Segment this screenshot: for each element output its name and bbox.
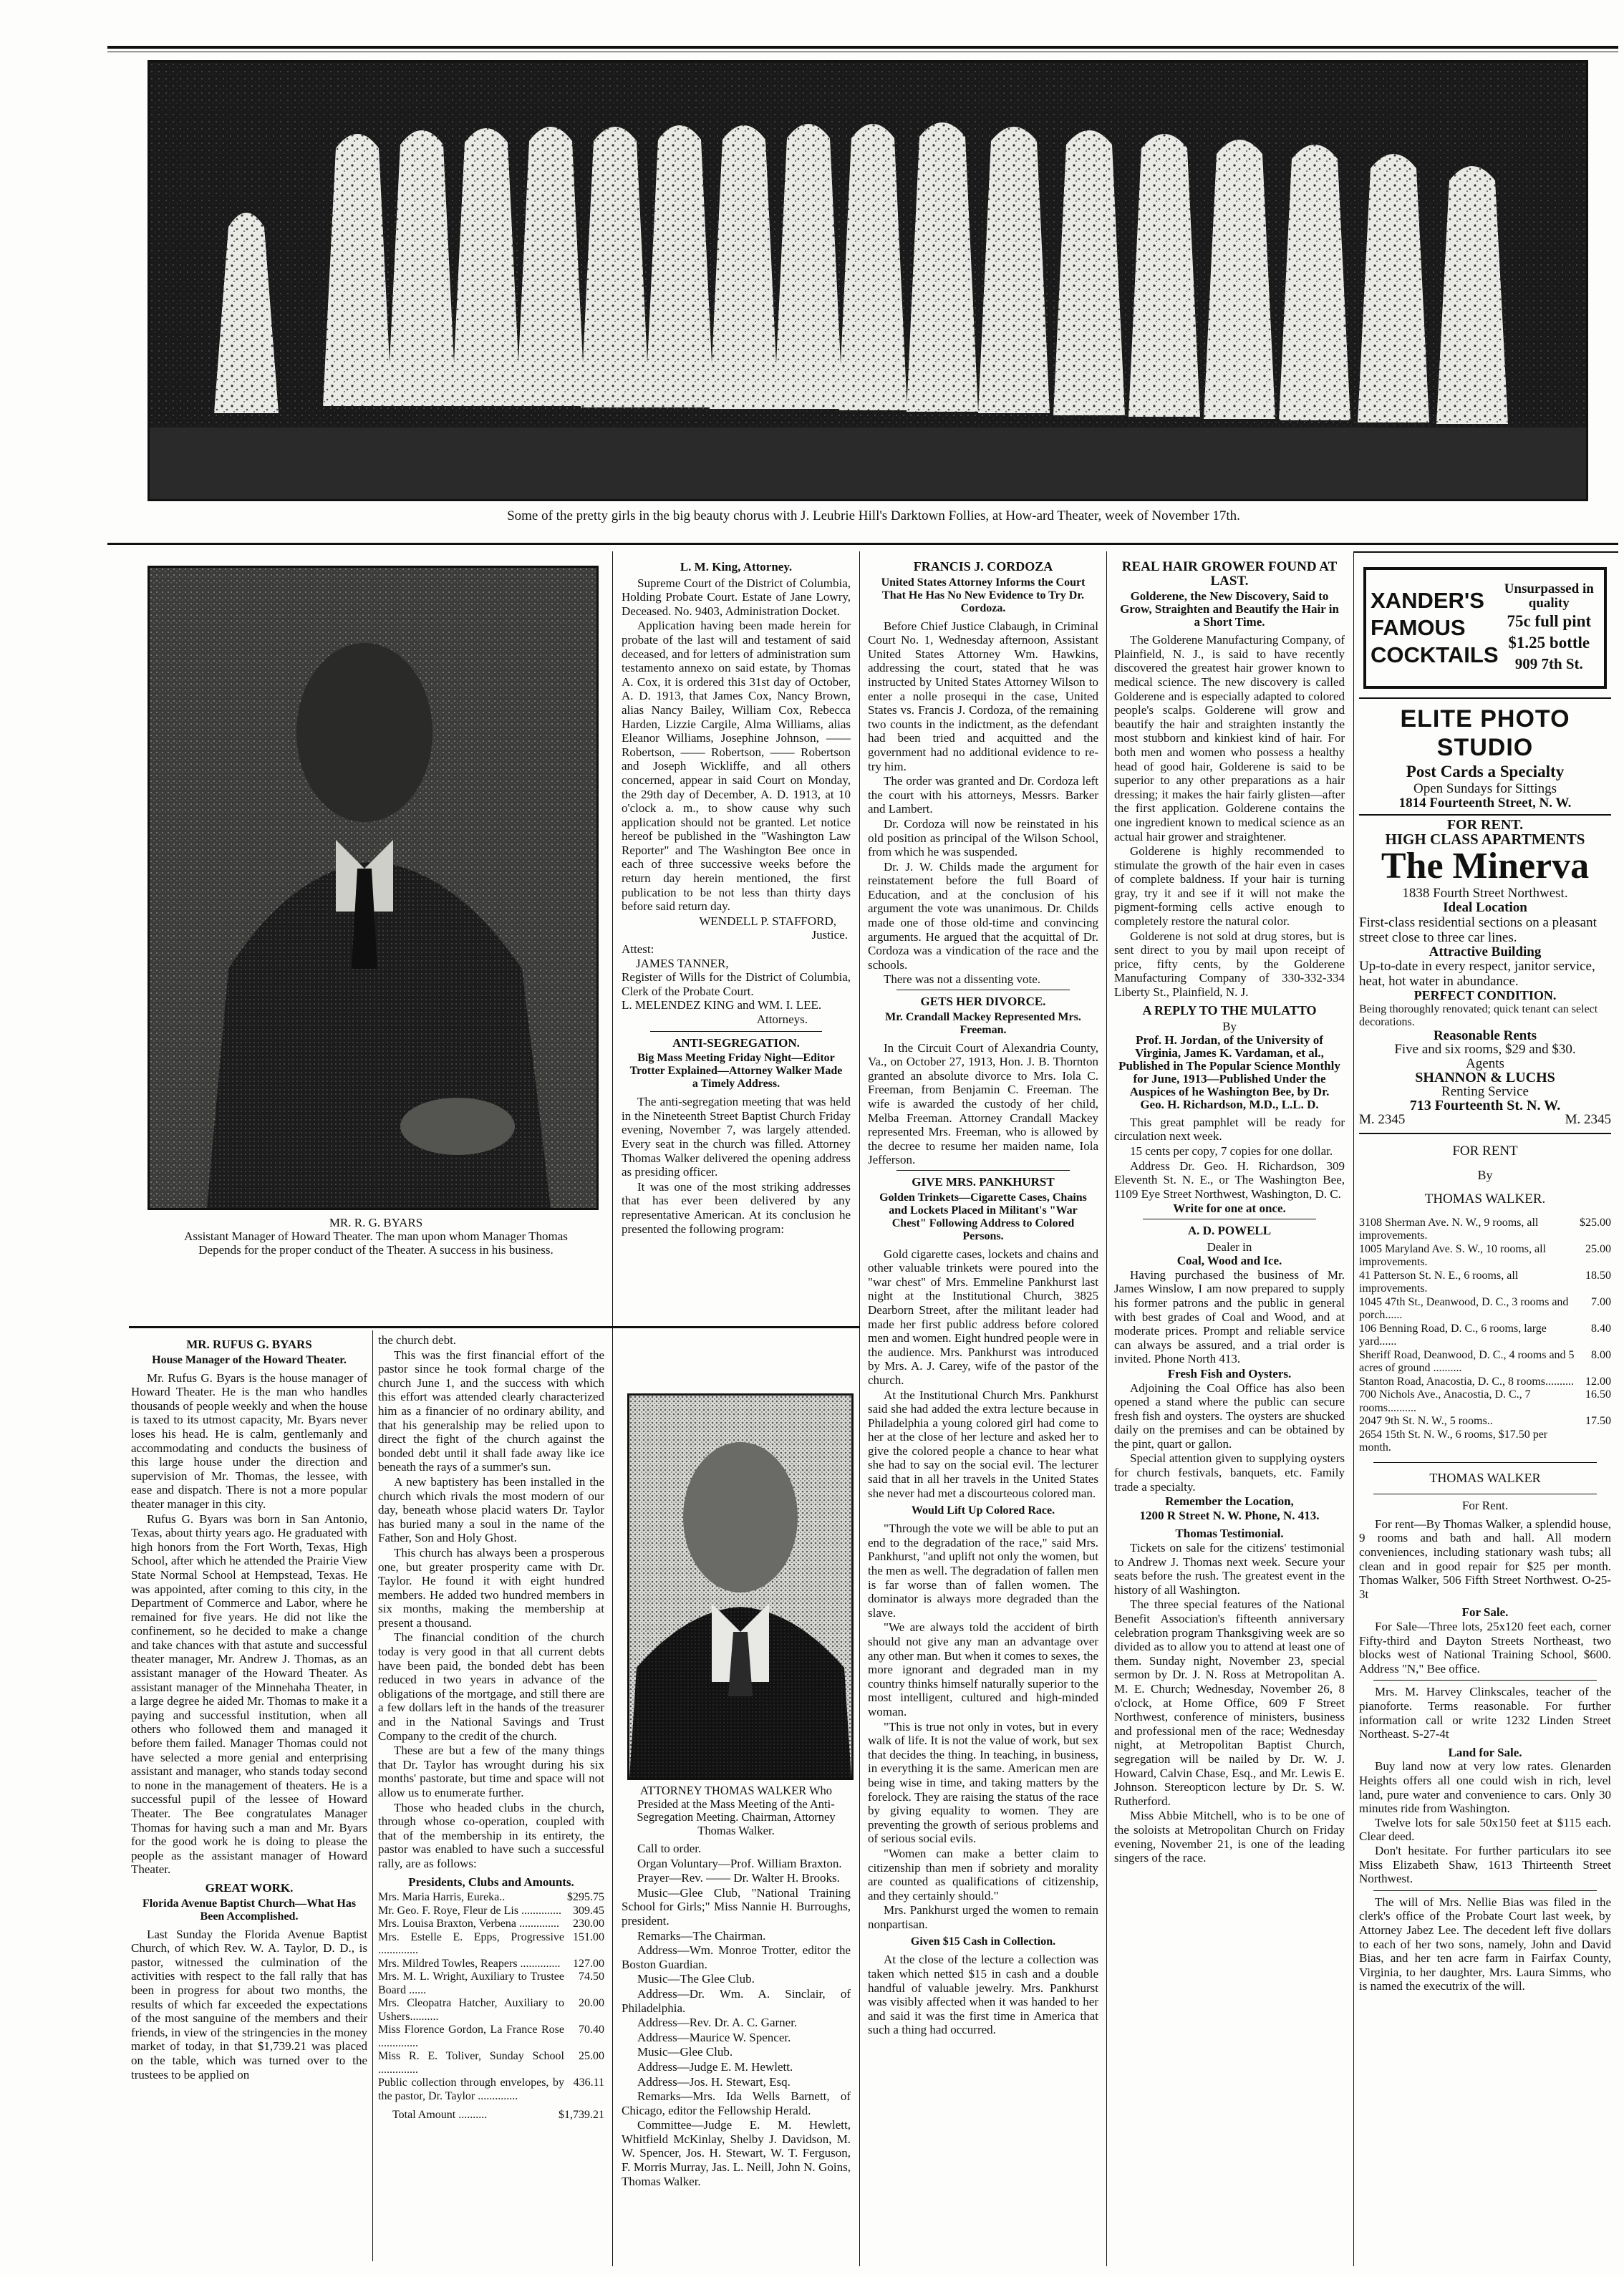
rent-row-text: 700 Nichols Ave., Anacostia, D. C., 7 rooms.......... — [1359, 1388, 1531, 1414]
attest-name: JAMES TANNER, — [636, 956, 729, 970]
church-paragraph-0: the church debt. — [378, 1333, 457, 1347]
clubs-row — [378, 2050, 604, 2077]
rent-row-text: Stanton Road, Anacostia, D. C., 8 rooms.......... — [1359, 1375, 1574, 1388]
hair-grower-subheading: Golderene, the New Discovery, Said to Grow, Straighten and Beautify the Hair in a Short Time. — [1120, 589, 1339, 629]
section-rule — [107, 543, 1618, 545]
byars-heading: MR. RUFUS G. BYARS — [186, 1338, 312, 1351]
rent-row-amount: 7.00 — [1591, 1295, 1611, 1308]
pankhurst-paragraph-8: At the close of the lecture a collection was taken which netted $15 in cash and a double handful of valuable jewelry. Mrs. Pankhurst was visibly affected when it was handed to her and said it was the first time in America that such a thing had occurred. — [868, 1953, 1098, 2037]
chorus-girls-photo — [148, 60, 1588, 501]
cordoza-paragraph-4: Dr. J. W. Childs made the argument for reinstatement before the full Board of Education, and at the conclusion of his argument the vote was unanimous. Dr. Childs made one of those old-time and convincing arguments. He argued that the acquittal of Dr. Cordoza was a vindication of the race and the schools. — [868, 859, 1098, 972]
minerva-renting: Renting Service — [1441, 1084, 1529, 1100]
minerva-agent-name: SHANNON & LUCHS — [1415, 1069, 1555, 1086]
clubs-row — [378, 1905, 604, 1918]
program-item: Address—Judge E. M. Hewlett. — [637, 2059, 793, 2074]
program-item: Address—Rev. Dr. A. C. Garner. — [637, 2016, 798, 2030]
divorce-paragraph: In the Circuit Court of Alexandria County, Va., on October 27, 1913, Hon. J. B. Thornton granted an absolute divorce to Mrs. Iola C. Freeman, from Benjamin C. Freeman. The wife is awarded the custody of her child, Melba Freeman. Attorney Crandall Mackey represented Mrs. Freeman, who is allowed by the decree to resume her maiden name, Iola Jefferson. — [868, 1040, 1098, 1167]
walker-rent-name: THOMAS WALKER. — [1424, 1191, 1546, 1207]
hair-grower-paragraph-2: Golderene is highly recommended to stimulate the growth of the hair even in cases of complete baldness. If your hair is turning gray, try it and see if it will not make the pigment-forming cells active enough to completely restore the natural color. — [1114, 844, 1345, 929]
chorus-girls-illustration — [150, 62, 1586, 499]
church-paragraph-4: The financial condition of the church today is very good in that all current debts have been paid, the bonded debt has been reduced in two years in advance of the obligations of the mortgage, and still there are a few dollars left in the hands of the treasurer and in the National Savings and Trust Company to the credit of the church. — [378, 1630, 604, 1743]
minerva-attractive: Attractive Building — [1429, 944, 1542, 959]
fish-heading: Fresh Fish and Oysters. — [1167, 1366, 1292, 1381]
minerva-name: The Minerva — [1381, 846, 1590, 887]
clubs-row-name: Mrs. Estelle E. Epps, Progressive .............. — [378, 1930, 564, 1957]
minerva-reasonable: Reasonable Rents — [1433, 1028, 1537, 1043]
rent-listings — [1359, 1217, 1611, 1455]
walker-portrait-illustration — [629, 1396, 851, 1778]
clubs-row — [378, 1918, 604, 1931]
attorneys-label: Attorneys. — [756, 1012, 808, 1026]
pankhurst-paragraph-1: Gold cigarette cases, lockets and chains and other valuable trinkets were poured into the "war chest" of Mrs. Emmeline Pankhurst last night at the Institutional Church, 3825 Dearborn Street, after the militant leader had made her first public address before colored men and women. Eight hundred people were in the audience. Mrs. Pankhurst was introduced by Mrs. A. J. Carey, wife of the pastor of the church. — [868, 1247, 1098, 1387]
mulatto-write: Write for one at once. — [1173, 1202, 1286, 1216]
testimonial-paragraph-1: Tickets on sale for the citizens' testimonial to Andrew J. Thomas next week. Secure your seats before the rush. The greatest event in the history of all Washington. — [1114, 1541, 1345, 1597]
mulatto-subheading: Prof. H. Jordan, of the University of Virginia, James K. Vardaman, et al., Published in The Popular Science Monthly for June, 1913—Published Under the Auspices of he Washington Bee, by Dr. Geo. H. Richardson, M.D., L.L. D. — [1118, 1033, 1340, 1111]
walker-name-2: THOMAS WALKER — [1429, 1470, 1541, 1485]
column-rule — [1106, 551, 1107, 2266]
pankhurst-heading: GIVE MRS. PANKHURST — [912, 1174, 1055, 1189]
church-paragraph-3: This church has always been a prosperous one, but greater prosperity came with Dr. Taylor. He found it with eight hundred members. He added two hundred members in six months, making the membership at present a thousand. — [378, 1545, 604, 1630]
clubs-total-label: Total Amount .......... — [392, 2109, 488, 2122]
program-item: Call to order. — [637, 1842, 702, 1855]
anti-segregation-heading: ANTI-SEGREGATION. — [672, 1035, 800, 1050]
program-item: Address—Wm. Monroe Trotter, editor the Boston Guardian. — [622, 1943, 851, 1971]
divorce-subheading: Mr. Crandall Mackey Represented Mrs. Freeman. — [885, 1010, 1081, 1036]
rent-row-amount: 17.50 — [1585, 1415, 1611, 1428]
rent-row — [1359, 1296, 1611, 1323]
portrait-caption-name: MR. R. G. BYARS — [329, 1216, 423, 1229]
clubs-row-amount: 230.00 — [573, 1918, 604, 1930]
rent-row-amount: 8.40 — [1591, 1322, 1611, 1335]
testimonial-heading: Thomas Testimonial. — [1175, 1527, 1284, 1541]
ads-column — [1359, 560, 1611, 2268]
powell-address: 1200 R Street N. W. Phone, N. 413. — [1139, 1508, 1320, 1522]
program-item: Address—Dr. Wm. A. Sinclair, of Philadelphia. — [622, 1986, 851, 2015]
clubs-row-amount: 151.00 — [573, 1930, 604, 1943]
clubs-row-amount: 127.00 — [573, 1957, 604, 1970]
rent-row — [1359, 1270, 1611, 1296]
program-item: Music—Glee Club. — [637, 2045, 733, 2059]
mulatto-by: By — [1222, 1020, 1237, 1034]
clubs-row-amount: $295.75 — [567, 1891, 604, 1904]
minerva-text-4: Five and six rooms, $29 and $30. — [1394, 1042, 1576, 1058]
clubs-row — [378, 1997, 604, 2024]
clubs-row-name: Mrs. Maria Harris, Eureka.. — [378, 1891, 506, 1904]
portrait-caption — [175, 1216, 576, 1257]
program-column — [622, 1784, 851, 2271]
clubs-row-amount: 20.00 — [579, 1997, 604, 2010]
rent-row-text: 41 Patterson St. N. E., 6 rooms, all improvements. — [1359, 1269, 1519, 1295]
news-column-3 — [868, 560, 1098, 2268]
xander-tagline: Unsurpassed in quality — [1504, 581, 1594, 611]
xander-address: 909 7th St. — [1514, 655, 1583, 672]
divorce-heading: GETS HER DIVORCE. — [920, 995, 1046, 1009]
king-attorney-heading: L. M. King, Attorney. — [680, 560, 793, 574]
minerva-address: 1838 Fourth Street Northwest. — [1402, 886, 1568, 901]
xander-name-1: XANDER'S — [1371, 588, 1484, 613]
testimonial-paragraph-2: The three special features of the National Benefit Association's fifteenth anniversary celebration program Thanksgiving week are so divided as to allow you to attend at least one of them. Sunday night, November 23, special sermon by Dr. J. N. Ross at Metropolitan A. M. E. Church; Wednesday, November 26, 8 o'clock, at Home Office, 609 F Street Northwest, conference of ministers, business and professional men of the race; Wednesday night, at Metropolitan Baptist Church, segregation will be nailed by Dr. W. J. Howard, Calvin Chase, Esq., and Mr. Lewis E. Johnson. Stereopticon lecture by Dr. S. W. Rutherford. — [1114, 1597, 1345, 1808]
church-paragraph-6: Those who headed clubs in the church, through whose co-operation, coupled with that of the membership in its entirety, the pastor was enabled to have such a successful rally, are as follows: — [378, 1800, 604, 1870]
walker-portrait — [627, 1393, 854, 1780]
rent-row-text: 1005 Maryland Ave. S. W., 10 rooms, all improvements. — [1359, 1242, 1547, 1269]
pankhurst-paragraph-4: "We are always told the accident of birth should not give any man an advantage over any other man. But when it comes to sexes, the more ignorant and degraded man in my country thinks himself naturally superior to the most intelligent, cultured and high-minded woman. — [868, 1620, 1098, 1718]
justice-signature: WENDELL P. STAFFORD, — [699, 914, 836, 928]
elite-open: Open Sundays for Sittings — [1413, 781, 1557, 796]
rent-row-text: 3108 Sherman Ave. N. W., 9 rooms, all improvements. — [1359, 1216, 1539, 1242]
mulatto-paragraph-3: Address Dr. Geo. H. Richardson, 309 Eleventh St. N. E., or The Washington Bee, 1109 Eye Street Northwest, Washington, D. C. — [1114, 1159, 1345, 1201]
fish-paragraph-1: Adjoining the Coal Office has also been opened a stand where the public can secure fresh fish and oysters. The oysters are shucked daily on the premises and can be obtained by the pint, quart or gallon. — [1114, 1381, 1345, 1451]
program-item: Address—Jos. H. Stewart, Esq. — [637, 2074, 791, 2089]
minerva-ideal: Ideal Location — [1443, 899, 1527, 915]
pankhurst-paragraph-7: Mrs. Pankhurst urged the women to remain nonpartisan. — [868, 1903, 1098, 1931]
chorus-photo-caption: Some of the pretty girls in the big beauty chorus with J. Leubrie Hill's Darktown Follies, at How-ard Theater, week of November 17th. — [507, 508, 1240, 523]
elite-address: 1814 Fourteenth Street, N. W. — [1398, 795, 1572, 811]
clubs-total — [378, 2109, 604, 2122]
attest-text: Register of Wills for the District of Columbia, Clerk of the Probate Court. — [622, 970, 851, 998]
minerva-agents: Agents — [1466, 1055, 1504, 1071]
program-item: Remarks—The Chairman. — [637, 1928, 766, 1943]
walker-caption: ATTORNEY THOMAS WALKER Who Presided at the Mass Meeting of the Anti-Segregation Meeting. Chairman, Attorney Thomas Walker. — [637, 1784, 836, 1837]
rent-row-amount: 25.00 — [1585, 1242, 1611, 1255]
top-rule — [107, 46, 1618, 49]
minerva-phone-right: M. 2345 — [1565, 1112, 1611, 1128]
powell-dealer: Dealer in — [1207, 1239, 1252, 1254]
program-item: Committee—Judge E. M. Hewlett, Whitfield McKinlay, Shelby J. Davidson, M. W. Spencer, Jos. H. Stewart, W. T. Ferguson, F. Morris Murray, Jas. L. Neill, John N. Goins, Thomas Walker. — [622, 2118, 851, 2188]
rent-row — [1359, 1388, 1611, 1415]
cordoza-paragraph-5: There was not a dissenting vote. — [884, 972, 1041, 987]
anti-segregation-paragraph-1: The anti-segregation meeting that was held in the Nineteenth Street Baptist Church Friday evening, November 7, was largely attended. Every seat in the church was filled. Attorney Thomas Walker delivered the opening address as presiding officer. — [622, 1095, 851, 1179]
minerva-agent-address: 713 Fourteenth St. N. W. — [1409, 1097, 1561, 1113]
byars-paragraph-1: Mr. Rufus G. Byars is the house manager of Howard Theater. He is the man who handles thousands of people weekly and when the house is taxed to its utmost capacity, Mr. Byars never loses his head. He is calm, gentlemanly and accommodating and conducts the business of this large house under the direction and supervision of Mr. Thomas, the lessee, with ease and dispatch. There is not a more popular theater manager in this city. — [131, 1370, 367, 1511]
clubs-row-amount: 74.50 — [579, 1971, 604, 1983]
clubs-row-name: Miss Florence Gordon, La France Rose .............. — [378, 2024, 564, 2049]
great-work-subheading: Florida Avenue Baptist Church—What Has Been Accomplished. — [142, 1897, 357, 1923]
program-item: Organ Voluntary—Prof. William Braxton. — [637, 1856, 842, 1870]
minerva-text-2: Up-to-date in every respect, janitor service, heat, hot water in abundance. — [1359, 959, 1595, 990]
rent-row-amount: 16.50 — [1585, 1388, 1611, 1401]
clubs-row — [378, 1931, 604, 1958]
rent-row-text: 2047 9th St. N. W., 5 rooms.. — [1359, 1415, 1493, 1428]
testimonial-paragraph-3: Miss Abbie Mitchell, who is to be one of the soloists at Metropolitan Church on Friday evening, November 21, is one of the leading singers of the race. — [1114, 1809, 1345, 1865]
fish-paragraph-2: Special attention given to supplying oysters for church festivals, banquets, etc. Family trade a specialty. — [1114, 1451, 1345, 1494]
column-rule — [612, 551, 613, 2266]
clubs-row-amount: 309.45 — [573, 1904, 604, 1917]
hair-grower-paragraph-1: The Golderene Manufacturing Company, of Plainfield, N. J., is said to have recently discovered the greatest hair grower known to medical science. The new discovery is called Golderene and is especially adapted to colored people's scalps. Golderene will grow and beautify the hair and straighten instantly the most stubborn and kinkiest kind of hair. For both men and women who possess a healthy head of good hair, Golderene is said to be superior to any other preparations as a hair dressing; it makes the hair fairly glisten—after the first application. Golderene contains the one ingredient known to medical science as an actual hair grower and straightener. — [1114, 633, 1345, 843]
clubs-row-name: Mrs. Cleopatra Hatcher, Auxiliary to Ushers.......... — [378, 1997, 564, 2023]
pankhurst-paragraph-5: "This is true not only in votes, but in every walk of life. It is not the value of work, but sex that decides the thing. In teaching, in business, in everything it is the same. American men are being wise in time, and taking matters by the forelock. They are raising the status of the race by giving equality to women. They are preventing the growth of serious problems and of serious social evils. — [868, 1719, 1098, 1846]
rent-row-amount: 18.50 — [1585, 1269, 1611, 1282]
clubs-heading: Presidents, Clubs and Amounts. — [408, 1875, 574, 1889]
remember-location: Remember the Location, — [1165, 1494, 1294, 1509]
program-item: Music—The Glee Club. — [637, 1972, 755, 1986]
bias-will-paragraph: The will of Mrs. Nellie Bias was filed in the clerk's office of the Probate Court last week, by Attorney Jabez Lee. The decedent left five dollars to each of her two sons, namely, John and David Bias, and her ten acre farm in Fairfax County, Virginia, to her daughter, Mrs. Laura Simms, who is named the executrix of the will. — [1359, 1895, 1611, 1993]
cordoza-paragraph-2: The order was granted and Dr. Cordoza left the court with his attorneys, Messrs. Barker and Lambert. — [868, 774, 1098, 816]
byars-article — [131, 1333, 367, 2271]
piano-teacher-paragraph: Mrs. M. Harvey Clinkscales, teacher of the pianoforte. Terms reasonable. For further information call or write 1232 Linden Street Northeast. S-27-4t — [1359, 1685, 1611, 1741]
powell-heading: A. D. POWELL — [1187, 1223, 1272, 1237]
byars-portrait — [148, 566, 599, 1210]
minerva-class: HIGH CLASS APARTMENTS — [1385, 830, 1585, 848]
clubs-row-name: Mr. Geo. F. Roye, Fleur de Lis .............. — [378, 1904, 562, 1917]
clubs-row-name: Public collection through envelopes, by the pastor, Dr. Taylor .............. — [378, 2077, 564, 2102]
pankhurst-paragraph-6: "Women can make a better claim to citizenship than men if sobriety and morality are counted as qualifications of citizenship, and they certainly should." — [868, 1846, 1098, 1903]
pankhurst-paragraph-2: At the Institutional Church Mrs. Pankhurst said she had added the extra lecture because in Philadelphia a young colored girl had come to her at the close of her lecture and asked her to give the colored people a chance to hear what she had to say on the social evil. The lecturer said that in all her travels in the United States she never had met a discourteous colored man. — [868, 1388, 1098, 1500]
program-item: Music—Glee Club, "National Training School for Girls;" Miss Nannie H. Burroughs, president. — [622, 1885, 851, 1928]
program-item: Prayer—Rev. —— Dr. Walter H. Brooks. — [637, 1871, 840, 1885]
rent-row-amount: 12.00 — [1585, 1375, 1611, 1388]
pankhurst-subheading-2: Would Lift Up Colored Race. — [911, 1504, 1055, 1517]
for-sale-heading: For Sale. — [1461, 1605, 1509, 1620]
anti-segregation-paragraph-2: It was one of the most striking addresses that has ever been delivered by any representative American. At its conclusion he presented the following program: — [622, 1179, 851, 1236]
byars-portrait-illustration — [150, 568, 596, 1208]
rent-row — [1359, 1217, 1611, 1243]
xander-name-3: COCKTAILS — [1371, 642, 1499, 667]
meeting-program — [622, 1842, 851, 2188]
rent-row — [1359, 1415, 1611, 1428]
column-rule — [372, 1330, 373, 2261]
column-rule — [859, 551, 860, 2266]
clubs-row-name: Mrs. Mildred Towles, Reapers .............. — [378, 1957, 561, 1970]
news-column-4 — [1114, 560, 1345, 2268]
xander-box-rule — [1353, 551, 1618, 553]
rent-row — [1359, 1376, 1611, 1389]
powell-paragraph-1: Having purchased the business of Mr. James Winslow, I am now prepared to supply his former patrons and the public in general with best grades of Coal and Wood, and at moderate prices. Prompt and reliable service can always be assured, and a trial order is invited. Phone North 413. — [1114, 1267, 1345, 1366]
clubs-row — [378, 1971, 604, 1997]
clubs-row-amount: 70.40 — [579, 2024, 604, 2036]
minerva-text-1: First-class residential sections on a pleasant street close to three car lines. — [1359, 914, 1597, 945]
rent-row-text: Sheriff Road, Deanwood, D. C., 4 rooms and 5 acres of ground .......... — [1359, 1348, 1575, 1375]
cordoza-subheading: United States Attorney Informs the Court That He Has No New Evidence to Try Dr. Cordoza. — [881, 576, 1086, 614]
clubs-row — [378, 1891, 604, 1905]
for-sale-paragraph: For Sale—Three lots, 25x120 feet each, corner Fifty-third and Dayton Streets Northeast, two blocks west of National Training School, $600. Address "N," Bee office. — [1359, 1620, 1611, 1676]
clubs-row-name: Mrs. M. L. Wright, Auxiliary to Trustee Board ...... — [378, 1971, 564, 1996]
xander-name-2: FAMOUS — [1371, 615, 1466, 640]
clubs-row-amount: 436.11 — [573, 2077, 604, 2089]
rent-row-amount — [1577, 1428, 1611, 1455]
church-article — [378, 1333, 604, 2271]
land-paragraph-2: Twelve lots for sale 50x150 feet at $115 each. Clear deed. — [1359, 1815, 1611, 1844]
clubs-row — [378, 2077, 604, 2103]
clubs-row-amount: 25.00 — [579, 2050, 604, 2063]
elite-postcards: Post Cards a Specialty — [1406, 763, 1565, 780]
pankhurst-subheading: Golden Trinkets—Cigarette Cases, Chains and Lockets Placed in Militant's "War Chest" Following Address to Colored Persons. — [879, 1191, 1087, 1242]
walker-rent-paragraph: For rent—By Thomas Walker, a splendid house, 9 rooms and bath and hall. All modern conveniences, including stationary wash tubs; all clean and in good repair for $25 per month. Thomas Walker, 506 Fifth Street Northwest. O-25-3t — [1359, 1517, 1611, 1601]
rent-row-text: 2654 15th St. N. W., 6 rooms, $17.50 per month. — [1359, 1428, 1548, 1454]
great-work-heading: GREAT WORK. — [205, 1880, 294, 1895]
hair-grower-paragraph-3: Golderene is not sold at drug stores, but is sent direct to you by mail upon receipt of price, fifty cents, by the Golderene Manufacturing Company of 330-332-334 Liberty St., Plainfield, N. J. — [1114, 929, 1345, 1000]
minerva-text-3: Being thoroughly renovated; quick tenant can select decorations. — [1359, 1002, 1598, 1028]
program-item: Remarks—Mrs. Ida Wells Barnett, of Chicago, editor the Fellowship Herald. — [622, 2089, 851, 2117]
clubs-table — [378, 1891, 604, 2103]
clubs-row-name: Mrs. Louisa Braxton, Verbena .............. — [378, 1918, 559, 1930]
pankhurst-subheading-3: Given $15 Cash in Collection. — [910, 1935, 1056, 1948]
land-paragraph-3: Don't hesitate. For further particulars ito see Miss Elizabeth Shaw, 1613 Thirteenth Street Northwest. — [1359, 1843, 1611, 1886]
rent-row — [1359, 1323, 1611, 1349]
walker-rent-by: By — [1477, 1167, 1493, 1182]
xander-ad — [1363, 567, 1607, 689]
program-item: Address—Maurice W. Spencer. — [637, 2030, 791, 2044]
pankhurst-paragraph-3: "Through the vote we will be able to put an end to the degradation of the race," said Mrs. Pankhurst, "and uplift not only the women, but the men as well. The degradation of fallen men is far worse than of fallen women. The dominator is always more degraded than the slave. — [868, 1522, 1098, 1620]
minerva-phone-left: M. 2345 — [1359, 1112, 1406, 1128]
column-rule — [1353, 551, 1354, 2266]
church-paragraph-5: These are but a few of the many things that Dr. Taylor has wrought during his six months' pastorate, but time and space will not allow us to enumerate further. — [378, 1744, 604, 1799]
clubs-total-amount: $1,739.21 — [559, 2109, 604, 2122]
church-paragraph-2: A new baptistery has been installed in the church which rivals the most modern of our day, beneath whose placid waters Dr. Taylor has buried many a soul in the name of the Father, Son and Holy Ghost. — [378, 1474, 604, 1545]
rent-row — [1359, 1243, 1611, 1270]
byars-paragraph-2: Rufus G. Byars was born in San Antonio, Texas, about thirty years ago. He graduated with high honors from the Fort Worth, Texas, High School, after which he attended the Prairie View State Normal School at Hempstead, Texas. He was appointed, after coming to this city, in the Department of Commerce and Labor, where he remained for five years. He did not like the confinement, so he decided to make a change and take chances with that astute and successful theater manager, Mr. Andrew J. Thomas, as an assistant manager of the Howard Theater. As assistant manager of the Minnehaha Theater, in a large degree he aided Mr. Thomas to make it a paying and successful institution, when all others who followed them and managed it before them failed. Manager Thomas could not have selected a more genial and enterprising assistant and manager, who stands today second to none in the management of theaters. He is a successful pupil of the lessee of Howard Theater. The Bee congratulates Manager Thomas for having such a man and Mr. Byars for the good work he is doing to please the people as the assistant manager of Howard Theater. — [131, 1512, 367, 1877]
clubs-row-name: Miss R. E. Toliver, Sunday School .............. — [378, 2050, 564, 2076]
xander-bottle-price: $1.25 bottle — [1508, 634, 1590, 652]
byars-subheading: House Manager of the Howard Theater. — [152, 1353, 347, 1366]
minerva-perfect: PERFECT CONDITION. — [1413, 988, 1557, 1003]
land-for-sale-heading: Land for Sale. — [1448, 1745, 1522, 1759]
cordoza-paragraph-1: Before Chief Justice Clabaugh, in Criminal Court No. 1, Wednesday afternoon, Assistant United States Attorney Wm. Hawkins, addressing the court, stated that he was instructed by United States Attorney Wilson to enter a nolle prosequi in the case, United States vs. Francis J. Cordoza, of the remaining two counts in the indictment, as the defendant had been tried and acquitted and the government had no additional evidence to re-try him. — [868, 619, 1098, 773]
portrait-caption-text: Assistant Manager of Howard Theater. The man upon whom Manager Thomas Depends for the proper conduct of the Theater. A success in his business. — [184, 1229, 568, 1257]
rent-row-amount: $25.00 — [1580, 1216, 1611, 1229]
land-paragraph-1: Buy land now at very low rates. Glenarden Heights offers all one could wish in rich, level land, pure water and convenience to cars. Only 30 minutes ride from Washington. — [1359, 1759, 1611, 1816]
elite-studio-name: ELITE PHOTO STUDIO — [1400, 705, 1570, 761]
justice-title: Justice. — [811, 928, 848, 942]
minerva-for-rent: FOR RENT. — [1446, 817, 1524, 833]
attorneys-names: L. MELENDEZ KING and WM. I. LEE. — [622, 998, 822, 1012]
mulatto-paragraph-1: This great pamphlet will be ready for circulation next week. — [1114, 1115, 1345, 1144]
probate-paragraph-1: Supreme Court of the District of Columbia, Holding Probate Court. Estate of Jane Lowry, Deceased. No. 9403, Administration Docket. — [622, 576, 851, 618]
probate-paragraph-2: Application having been made herein for probate of the last will and testament of said deceased, and for letters of administration sum testamento annexo on said estate, by Thomas A. Cox, it is ordered this 31st day of October, A. D. 1913, that James Cox, Nancy Brown, alias Nancy Bailey, William Cox, Rebecca Harden, Lizzie Cargile, Alma Williams, alias Eleanor Williams, Josephine Johnson, —— Robertson, —— Robertson, —— Robertson and Joseph Wickliffe, and all others concerned, appear in said Court on Monday, the 29th day of December, A. D. 1913, at 10 o'clock a. m., to show cause why such application should not be granted. Let notice hereof be published in the "Washington Law Reporter" and The Washington Bee once in each of three successive weeks before the return day herein mentioned, the first publication to be not less than thirty days before said return day. — [622, 619, 851, 914]
rent-row-amount: 8.00 — [1591, 1348, 1611, 1361]
mulatto-paragraph-2: 15 cents per copy, 7 copies for one dollar. — [1130, 1144, 1333, 1158]
great-work-paragraph-1: Last Sunday the Florida Avenue Baptist Church, of which Rev. W. A. Taylor, D. D., is pastor, witnessed the culmination of the activities with respect to the fall rally that has been in progress for about two months, the results of which far exceeded the expectations of the most sanguine of the members and their friends, in view of the stringencies in the money market of today, in that $1,739.21 was placed on the table, which was turned over to the trustees to be applied on — [131, 1927, 367, 2082]
walker-rent-heading: FOR RENT — [1452, 1143, 1518, 1159]
mulatto-heading: A REPLY TO THE MULATTO — [1142, 1002, 1317, 1017]
anti-segregation-subheading: Big Mass Meeting Friday Night—Editor Trotter Explained—Attorney Walker Made a Timely Address. — [629, 1052, 843, 1091]
rent-row — [1359, 1428, 1611, 1455]
clubs-row — [378, 2024, 604, 2050]
rent-row-text: 1045 47th St., Deanwood, D. C., 3 rooms and porch...... — [1359, 1295, 1569, 1322]
clubs-row — [378, 1958, 604, 1971]
church-paragraph-1: This was the first financial effort of the pastor since he took formal charge of the church June 1, and the success with which this effort was attended clearly characterized him as a financier of no ordinary ability, and that his generalship may be relied upon to direct the fight of the church against the bonded debt until it shall fade away like ice beneath the rays of a summer's sun. — [378, 1348, 604, 1474]
walker-for-rent: For Rent. — [1461, 1499, 1509, 1513]
hair-grower-heading: REAL HAIR GROWER FOUND AT LAST. — [1121, 560, 1338, 589]
rent-row-text: 106 Benning Road, D. C., 6 rooms, large yard...... — [1359, 1322, 1547, 1348]
cordoza-heading: FRANCIS J. CORDOZA — [913, 560, 1053, 574]
rent-row — [1359, 1349, 1611, 1376]
powell-goods: Coal, Wood and Ice. — [1176, 1254, 1282, 1268]
attest-label: Attest: — [622, 942, 654, 957]
xander-pint-price: 75c full pint — [1507, 612, 1592, 630]
cordoza-paragraph-3: Dr. Cordoza will now be reinstated in his old position as principal of the Wilson School, from which he was suspended. — [868, 816, 1098, 859]
